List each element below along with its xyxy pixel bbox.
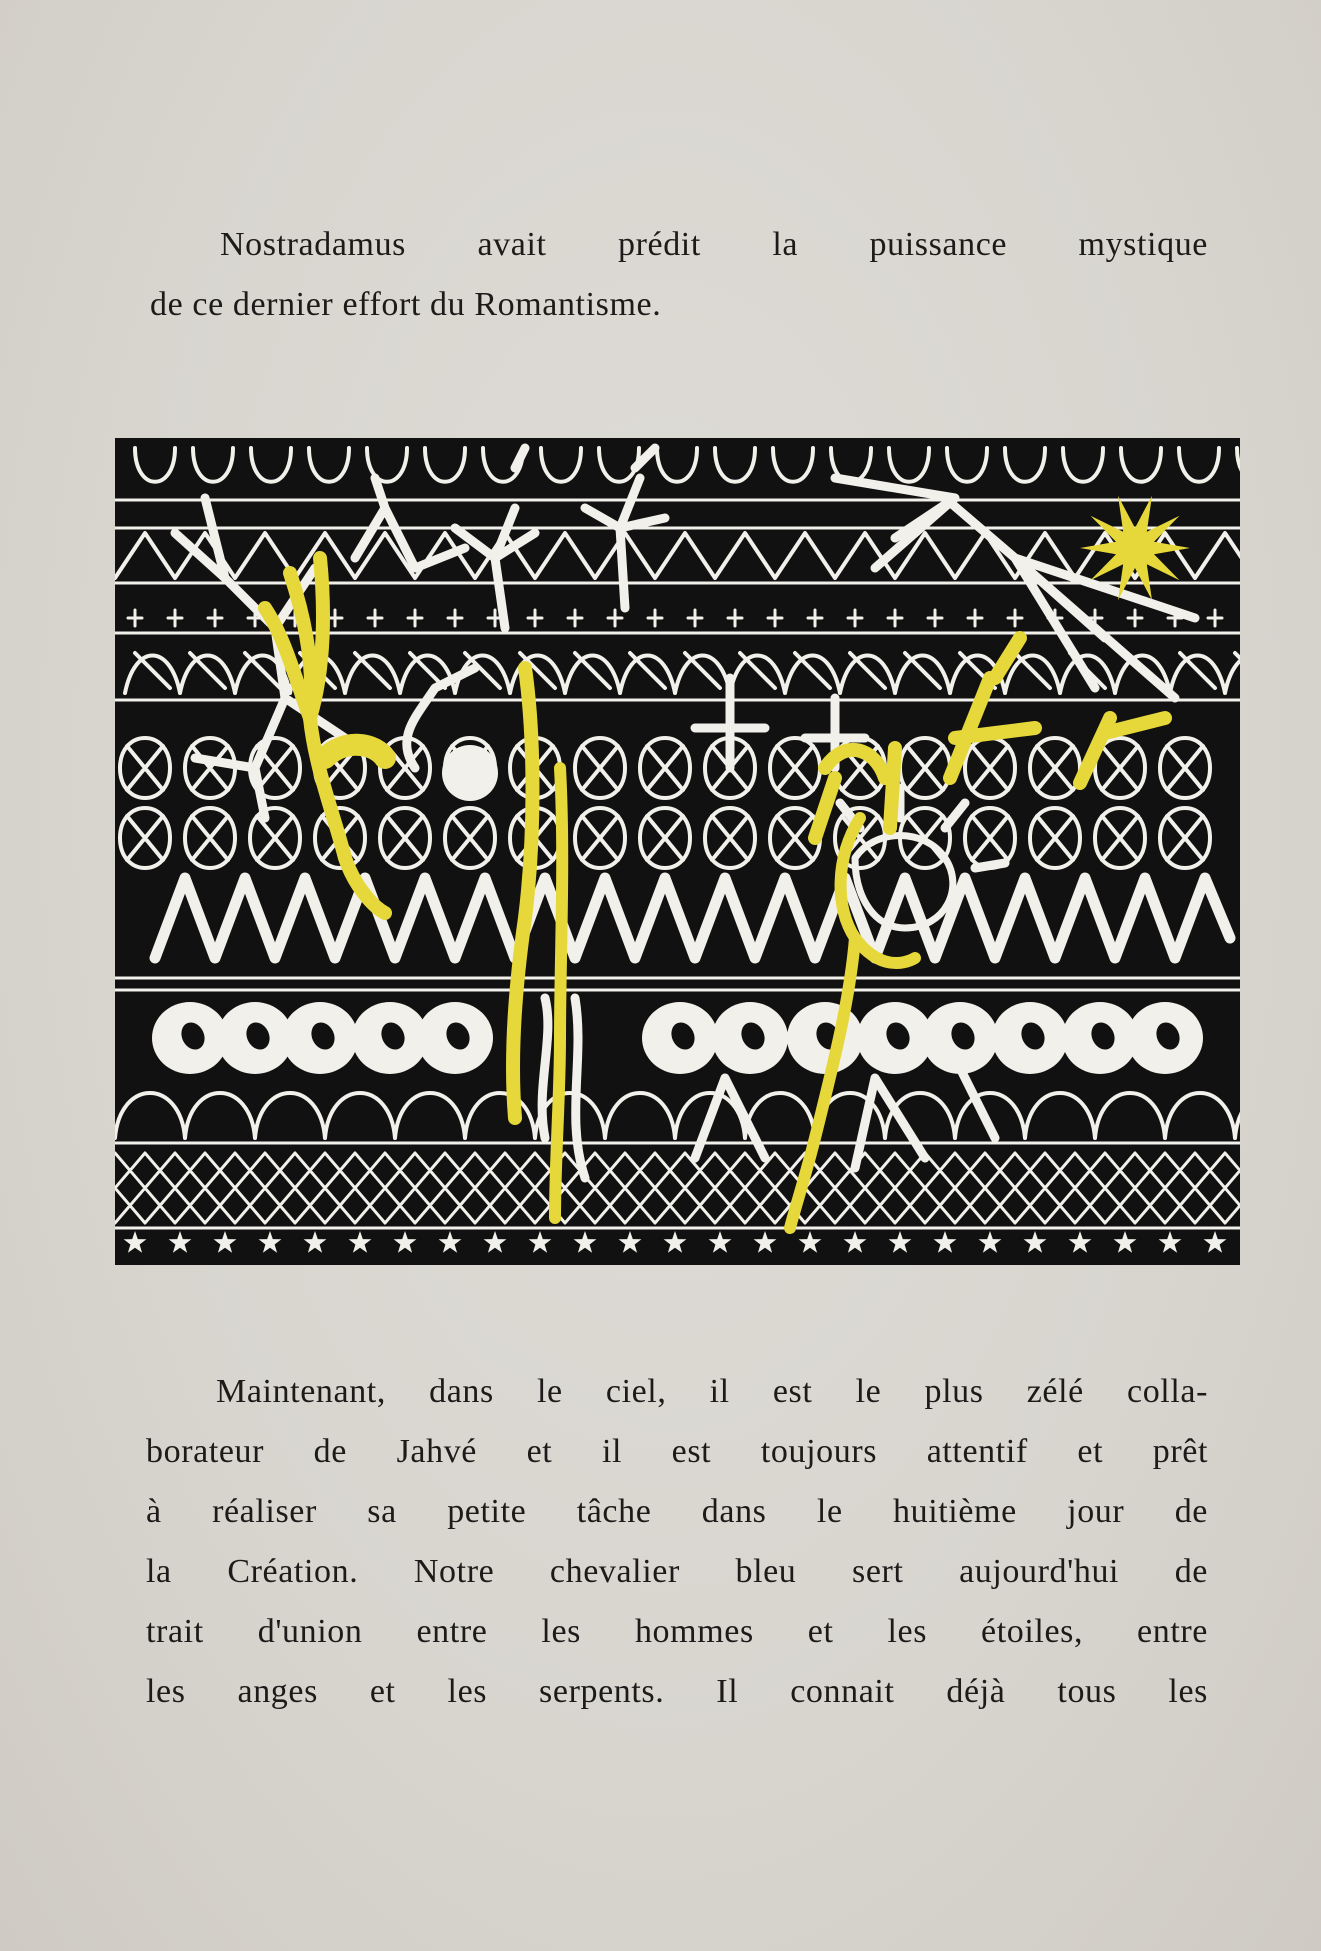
text-line: Maintenant, dans le ciel, il est le plus zélé colla- <box>216 1373 1208 1410</box>
text-line: Nostradamus avait prédit la puissance mystique <box>220 226 1208 263</box>
paragraph-top <box>150 215 1208 335</box>
text-line: les anges et les serpents. Il connait déjà tous les <box>146 1673 1208 1710</box>
text-line: trait d'union entre les hommes et les étoiles, entre <box>146 1613 1208 1650</box>
paragraph-bottom <box>146 1362 1208 1722</box>
text-line: la Création. Notre chevalier bleu sert aujourd'hui de <box>146 1553 1208 1590</box>
text-line: à réaliser sa petite tâche dans le huitième jour de <box>146 1493 1208 1530</box>
text-line: borateur de Jahvé et il est toujours attentif et prêt <box>146 1433 1208 1470</box>
text-line: de ce dernier effort du Romantisme. <box>150 286 662 323</box>
woodcut-illustration <box>115 438 1240 1265</box>
